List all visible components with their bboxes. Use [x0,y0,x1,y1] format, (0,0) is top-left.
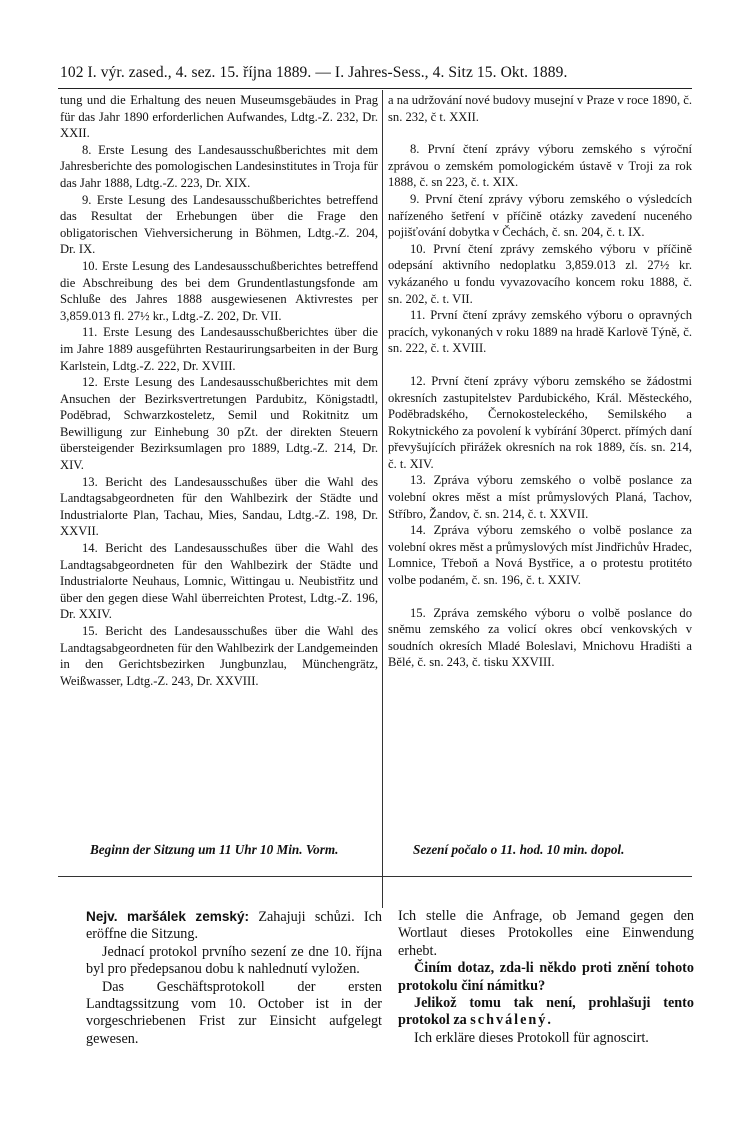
paragraph: 15. Bericht des Landesausschußes über die Wahl des Landtagsabgeordneten für den Wahlbezirk der Landgemeinden in den Gerichtsbezirken Jungbunzlau, Münchengrätz, Weißwasser, Ldtg.-Z. 243, Dr. XXVIII. [60,624,378,688]
lower-right-proceedings [398,908,694,1047]
paragraph: 9. Erste Lesung des Landesausschußberichtes betreffend das Resultat der Erhebungen über die Frage den obligatorischen Viehversicherung in Böhmen, Ldtg.-Z. 204, Dr. IX. [60,192,378,257]
section-rule [58,876,692,877]
paragraph: 14. Bericht des Landesausschußes über die Wahl des Landtagsabgeordneten für den Wahlbezirk der Städte und Industrialorte Neuhaus, Lomnic, Wittingau u. Neubistřitz und über den gegen diese Wahl überreichten Protest, Ldtg.-Z. 196, Dr. XXIV. [60,541,378,622]
paragraph: a na udržování nové budovy musejní v Praze v roce 1890, č. sn. 232, č t. XXII. [388,93,692,124]
paragraph: 8. První čtení zprávy výboru zemského s výroční zprávou o zemském pomologickém ústavě v Troji za rok 1888, č. sn 223, č. t. XIX. [388,142,692,190]
paragraph: 11. Erste Lesung des Landesausschußberichtes über die im Jahre 1889 ausgeführten Restaurirungsarbeiten in der Burg Karlstein, Ldtg.-Z. 222, Dr. XVIII. [60,325,378,373]
paragraph: 15. Zpráva zemského výboru o volbě poslance do sněmu zemského za volicí okres obcí venkovských v soudních okresích Mladé Boleslavi, Mnichovu Hradišti a Bělé, č. sn. 243, č. tisku XXVIII. [388,605,692,670]
paragraph: Das Geschäftsprotokoll der ersten Landtagssitzung vom 10. October ist in der vorgeschriebenen Frist zur Einsicht aufgelegt gewesen. [86,978,382,1047]
page-header: 102 I. výr. zased., 4. sez. 15. října 1889. — I. Jahres-Sess., 4. Sitz 15. Okt. 1889. [60,64,568,81]
paragraph: 10. Erste Lesung des Landesausschußberichtes betreffend die Abschreibung des bei dem Grundentlastungsfonde am Schluße des Jahres 1888 ausgewiesenen Aktivrestes per 3,859.013 fl. 27½ kr., Ldtg.-Z. 202, Dr. VII. [60,258,378,323]
paragraph: 11. První čtení zprávy zemského výboru o opravných pracích, vykonaných v roku 1889 na hradě Karlově Týně, č. sn. 222, č. t. XVIII. [388,308,692,356]
paragraph: Ich erkläre dieses Protokoll für agnoscirt. [414,1029,649,1046]
right-column-czech [388,92,692,671]
paragraph [398,995,694,1030]
session-start-heading-czech: Sezení počalo o 11. hod. 10 min. dopol. [413,842,625,857]
paragraph: 14. Zpráva výboru zemského o volbě poslance za volební okres měst a průmyslových míst Jindřichův Hradec, Lomnice, Třeboň a Nová Bystřice, a o protestu protitéto volbe podaném, č. sn. 196, č. t. XXIV. [388,523,692,588]
speaker-paragraph [86,908,382,944]
header-rule [58,88,692,89]
session-start-heading-german: Beginn der Sitzung um 11 Uhr 10 Min. Vorm. [90,842,339,857]
speech-text: Zahajuji schůzi. Ich eröffne die Sitzung. [86,909,382,943]
speaker-name: Nejv. maršálek zemský: [86,909,250,924]
paragraph: Jednací protokol prvního sezení ze dne 10. října byl pro předepsanou dobu k nahlednutí vyložen. [86,943,382,978]
paragraph: Ich stelle die Anfrage, ob Jemand gegen den Wortlaut dieses Protokolles eine Einwendung erhebt. [398,908,694,959]
approved-word: schválený [470,1012,548,1029]
column-divider [382,90,383,908]
paragraph: 13. Zpráva výboru zemského o volbě poslance za volební okres měst a míst průmyslových Planá, Tachov, Stříbro, Žandov, č. sn. 214, č. t. XXVII. [388,473,692,521]
paragraph: 13. Bericht des Landesausschußes über die Wahl des Landtagsabgeordneten für den Wahlbezirk der Städte und Industrialorte Plan, Tachau, Mies, Sandau, Ldtg.-Z. 198, Dr. XXVII. [60,474,378,539]
paragraph: 9. První čtení zprávy výboru zemského o výsledcích nařízeného šetření v příčině otázky zavedení nuceného pojišťování dobytka v Čechách, č. sn. 204, č. t. IX. [388,191,692,240]
paragraph: tung und die Erhaltung des neuen Museumsgebäudes in Prag für das Jahr 1890 erforderlichen Aufwandes, Ldtg.-Z. 232, Dr. XXII. [60,93,378,141]
paragraph: 8. Erste Lesung des Landesausschußberichtes mit dem Jahresberichte des pomologischen Landesinstitutes in Troja für das Jahr 1888, Ldtg.-Z. 223, Dr. XIX. [60,142,378,190]
paragraph: Činím dotaz, zda-li někdo proti znění tohoto protokolu činí námitku? [398,960,694,994]
speech-text: Jelikož tomu tak není, prohlašuji tento protokol za [398,995,694,1029]
paragraph: 12. Erste Lesung des Landesausschußberichtes mit dem Ansuchen der Bezirksvertretungen Pardubitz, Königstadtl, Poděbrad, Schwarzkosteletz, Semil und Rokitnitz um Bewilligung zur Einhebung 30 pZt. der direkten Steuern übersteigender Bezirksumlagen pro 1889, Ldtg.-Z. 214, Dr. XIV. [60,375,378,473]
lower-left-proceedings [86,908,382,1048]
left-column-german [60,92,378,689]
paragraph: 10. První čtení zprávy zemského výboru v příčině odepsání aktivního nedoplatku 3,859.013 zl. 27½ kr. vykázaného u fondu vyvazovacího koncem roku 1888, č. sn. 202, č. t. VII. [388,241,692,306]
speech-text: . [547,1012,551,1029]
paragraph: 12. První čtení zprávy výboru zemského se žádostmi okresních zastupitelstev Pardubického, Král. Městeckého, Poděbradského, Černokosteleckého, Semilského a Rokytnického za povolení k vybírání 30perct. přímých daní převyšujících přirážek okresních na rok 1889, čís. sn. 214, č. t. XIV. [388,373,692,471]
